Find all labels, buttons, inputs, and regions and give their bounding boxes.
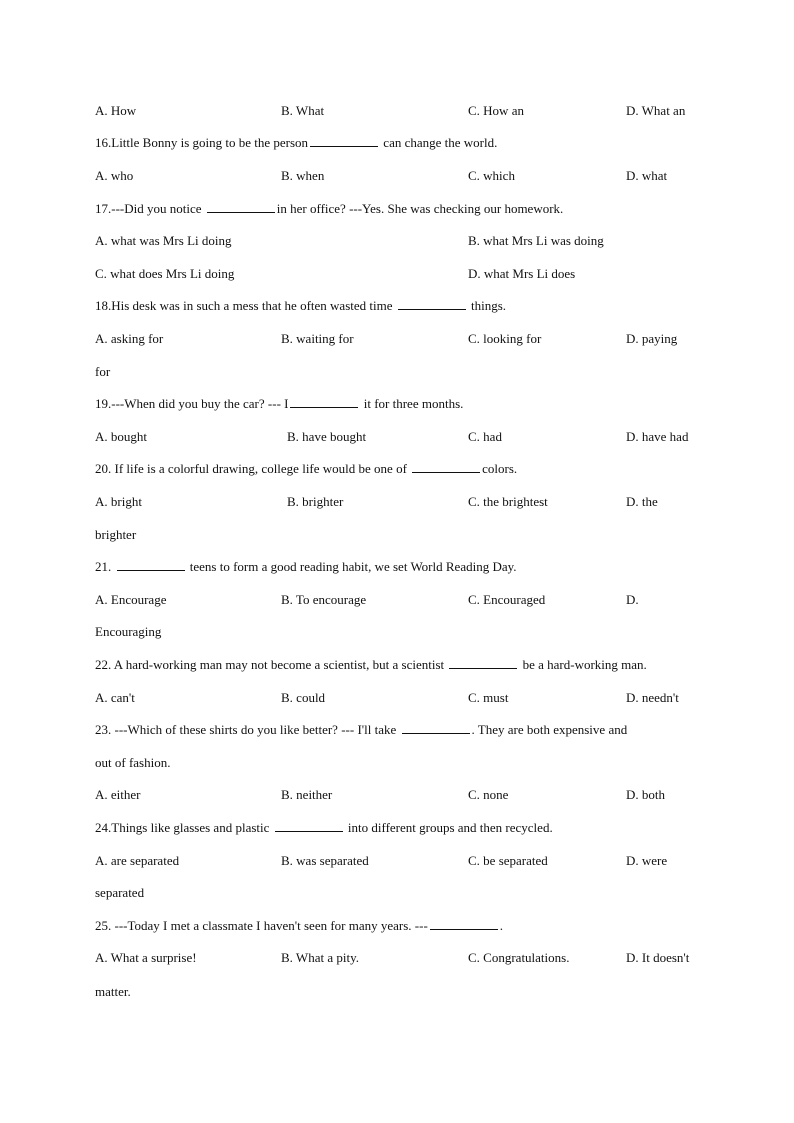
q23-option-b: B. neither xyxy=(281,787,333,802)
q23-option-a: A. either xyxy=(95,787,141,802)
q17-options-row2 xyxy=(95,265,699,283)
q21-answer-blank[interactable] xyxy=(117,558,185,571)
q23-stem xyxy=(95,721,699,739)
q16-stem-after: can change the world. xyxy=(380,135,498,150)
q16-option-c: C. which xyxy=(468,168,515,183)
q16-option-a: A. who xyxy=(95,168,134,183)
q19-stem xyxy=(95,395,699,413)
q22-option-c: C. must xyxy=(468,690,509,705)
q15-option-c: C. How an xyxy=(468,103,524,118)
q18-answer-blank[interactable] xyxy=(398,297,466,310)
q25-stem-after: . xyxy=(499,918,504,933)
q16-option-d: D. what xyxy=(626,168,668,183)
q17-option-b: B. what Mrs Li was doing xyxy=(468,233,604,248)
q20-option-a: A. bright xyxy=(95,494,142,509)
q15-option-d: D. What an xyxy=(626,103,686,118)
q21-stem-before: 21. xyxy=(95,559,115,574)
q23-stem-after: . They are both expensive and xyxy=(471,722,628,737)
q15-options xyxy=(95,102,699,120)
q19-option-a: A. bought xyxy=(95,429,147,444)
q24-option-b: B. was separated xyxy=(281,853,369,868)
q18-option-c: C. looking for xyxy=(468,331,542,346)
q22-stem xyxy=(95,656,699,674)
q20-stem xyxy=(95,460,699,478)
q21-option-d-wrap: Encouraging xyxy=(95,624,162,639)
q20-answer-blank[interactable] xyxy=(412,460,480,473)
q17-option-a: A. what was Mrs Li doing xyxy=(95,233,232,248)
q21-option-a: A. Encourage xyxy=(95,592,167,607)
q24-option-c: C. be separated xyxy=(468,853,548,868)
q17-option-d: D. what Mrs Li does xyxy=(468,266,576,281)
q21-option-b: B. To encourage xyxy=(281,592,367,607)
q23-options xyxy=(95,786,699,804)
q20-option-d-wrap: brighter xyxy=(95,527,137,542)
q17-stem-before: 17.---Did you notice xyxy=(95,201,205,216)
q23-stem-before: 23. ---Which of these shirts do you like better? --- I'll take xyxy=(95,722,400,737)
q16-option-b: B. when xyxy=(281,168,325,183)
q16-stem-before: 16.Little Bonny is going to be the person xyxy=(95,135,309,150)
q19-option-d: D. have had xyxy=(626,429,689,444)
q20-option-d: D. the xyxy=(626,494,658,509)
q17-stem-after: in her office? ---Yes. She was checking our homework. xyxy=(276,201,564,216)
q19-stem-before: 19.---When did you buy the car? --- I xyxy=(95,396,289,411)
q21-option-c: C. Encouraged xyxy=(468,592,546,607)
q20-options xyxy=(95,493,699,511)
q17-option-c: C. what does Mrs Li doing xyxy=(95,266,235,281)
q16-stem xyxy=(95,134,699,152)
q21-stem-after: teens to form a good reading habit, we set World Reading Day. xyxy=(186,559,517,574)
q24-stem xyxy=(95,819,699,837)
q15-option-a: A. How xyxy=(95,103,137,118)
q25-option-c: C. Congratulations. xyxy=(468,950,570,965)
q21-stem xyxy=(95,558,699,576)
q17-options-row1 xyxy=(95,232,699,250)
q24-options xyxy=(95,852,699,870)
q17-stem xyxy=(95,200,699,218)
q18-stem-after: things. xyxy=(467,298,507,313)
q16-options xyxy=(95,167,699,185)
q23-stem-wrap: out of fashion. xyxy=(95,755,171,770)
q18-option-d: D. paying xyxy=(626,331,678,346)
q19-answer-blank[interactable] xyxy=(290,395,358,408)
q25-option-b: B. What a pity. xyxy=(281,950,359,965)
q18-stem-before: 18.His desk was in such a mess that he often wasted time xyxy=(95,298,396,313)
q22-stem-after: be a hard-working man. xyxy=(519,657,647,672)
q19-options xyxy=(95,428,699,446)
q17-answer-blank[interactable] xyxy=(207,200,275,213)
q25-stem xyxy=(95,917,699,935)
q16-answer-blank[interactable] xyxy=(310,134,378,147)
q18-option-d-wrap: for xyxy=(95,364,111,379)
q24-option-d: D. were xyxy=(626,853,668,868)
q20-option-c: C. the brightest xyxy=(468,494,548,509)
q19-option-b: B. have bought xyxy=(287,429,367,444)
q25-option-d: D. It doesn't xyxy=(626,950,690,965)
q20-stem-after: colors. xyxy=(482,461,518,476)
q25-option-a: A. What a surprise! xyxy=(95,950,197,965)
q25-answer-blank[interactable] xyxy=(430,917,498,930)
q24-option-d-wrap: separated xyxy=(95,885,145,900)
q18-stem xyxy=(95,297,699,315)
q21-option-d: D. xyxy=(626,592,639,607)
q23-option-c: C. none xyxy=(468,787,509,802)
q22-options xyxy=(95,689,699,707)
q20-option-b: B. brighter xyxy=(287,494,344,509)
q22-stem-before: 22. A hard-working man may not become a scientist, but a scientist xyxy=(95,657,448,672)
q24-stem-before: 24.Things like glasses and plastic xyxy=(95,820,273,835)
q20-stem-before: 20. If life is a colorful drawing, college life would be one of xyxy=(95,461,411,476)
q23-answer-blank[interactable] xyxy=(402,721,470,734)
q22-option-d: D. needn't xyxy=(626,690,679,705)
q15-option-b: B. What xyxy=(281,103,325,118)
q23-option-d: D. both xyxy=(626,787,665,802)
q19-option-c: C. had xyxy=(468,429,502,444)
q21-options xyxy=(95,591,699,609)
q25-option-d-wrap: matter. xyxy=(95,984,131,999)
q22-option-b: B. could xyxy=(281,690,326,705)
q18-option-b: B. waiting for xyxy=(281,331,354,346)
q24-stem-after: into different groups and then recycled. xyxy=(344,820,553,835)
q24-option-a: A. are separated xyxy=(95,853,180,868)
q22-option-a: A. can't xyxy=(95,690,135,705)
q25-options xyxy=(95,949,699,967)
q18-option-a: A. asking for xyxy=(95,331,164,346)
q22-answer-blank[interactable] xyxy=(449,656,517,669)
q24-answer-blank[interactable] xyxy=(275,819,343,832)
q25-stem-before: 25. ---Today I met a classmate I haven't seen for many years. --- xyxy=(95,918,428,933)
q19-stem-after: it for three months. xyxy=(360,396,464,411)
q18-options xyxy=(95,330,699,348)
